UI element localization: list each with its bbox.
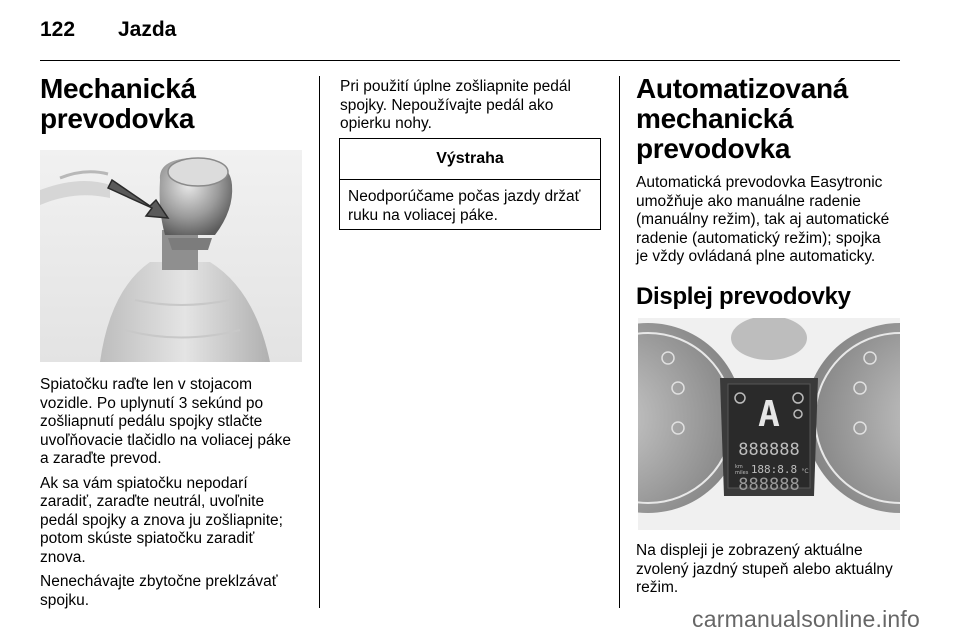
manual-text-block: [40, 376, 312, 616]
paragraph: Automatická prevodovka Easytronic umožňuje ako manuálne radenie (manuálny režim), tak aj automatické radenie (automatický režim); spojka je vždy ovládaná plne automaticky.: [636, 174, 890, 265]
warning-box: [339, 138, 601, 230]
display-unit-miles: miles: [735, 470, 749, 476]
column-divider-2: [619, 76, 620, 608]
automated-text-block: [636, 174, 906, 273]
section-title-line: Automatizovaná: [636, 73, 849, 104]
paragraph: Spiatočku raďte len v stojacom vozidle. Po uplynutí 3 sekúnd po zošliapnutí pedálu spojky stlačte uvoľňovacie tlačidlo na voliacej páke a zaraďte prevod.: [40, 376, 291, 467]
paragraph: Pri použití úplne zošliapnite pedál spojky. Nepoužívajte pedál ako opierku nohy.: [340, 78, 571, 132]
watermark: carmanualsonline.info: [692, 606, 920, 632]
subsection-title-display: Displej prevodovky: [636, 283, 851, 310]
transmission-display-figure: [638, 318, 900, 530]
instrument-cluster-icon: [638, 318, 900, 530]
display-mode-letter: A: [758, 394, 780, 435]
paragraph: Ak sa vám spiatočku nepodarí zaradiť, zaraďte neutrál, uvoľnite pedál spojky a znova ju zošliapnite; potom skúste spiatočku zaradiť znova.: [40, 474, 283, 566]
section-title-line: Mechanická: [40, 73, 196, 104]
warning-text: Neodporúčame počas jazdy držať ruku na voliacej páke.: [348, 188, 581, 224]
gear-lever-figure: [40, 150, 302, 362]
display-unit-temp: °C: [801, 468, 809, 475]
column-divider-1: [319, 76, 320, 608]
chapter-title: Jazda: [118, 18, 177, 41]
gear-lever-icon: [40, 150, 302, 362]
section-title-manual: [40, 74, 196, 134]
paragraph: Na displeji je zobrazený aktuálne zvolený jazdný stupeň alebo aktuálny režim.: [636, 542, 893, 596]
clutch-note: [340, 78, 608, 140]
warning-title: Výstraha: [340, 139, 600, 180]
page-number: 122: [40, 18, 76, 41]
header-rule: [40, 60, 900, 61]
display-unit-km: km: [735, 464, 743, 470]
section-title-line: prevodovka: [40, 103, 195, 134]
section-title-automated: [636, 74, 848, 164]
display-caption: [636, 542, 906, 604]
display-digits-row2: 888888: [738, 475, 800, 495]
display-digits-small: 188:8.8: [750, 463, 798, 476]
display-digits: 888888: [738, 440, 800, 460]
section-title-line: prevodovka: [636, 133, 791, 164]
section-title-line: mechanická: [636, 103, 794, 134]
paragraph: Nenechávajte zbytočne preklzávať spojku.: [40, 573, 278, 609]
